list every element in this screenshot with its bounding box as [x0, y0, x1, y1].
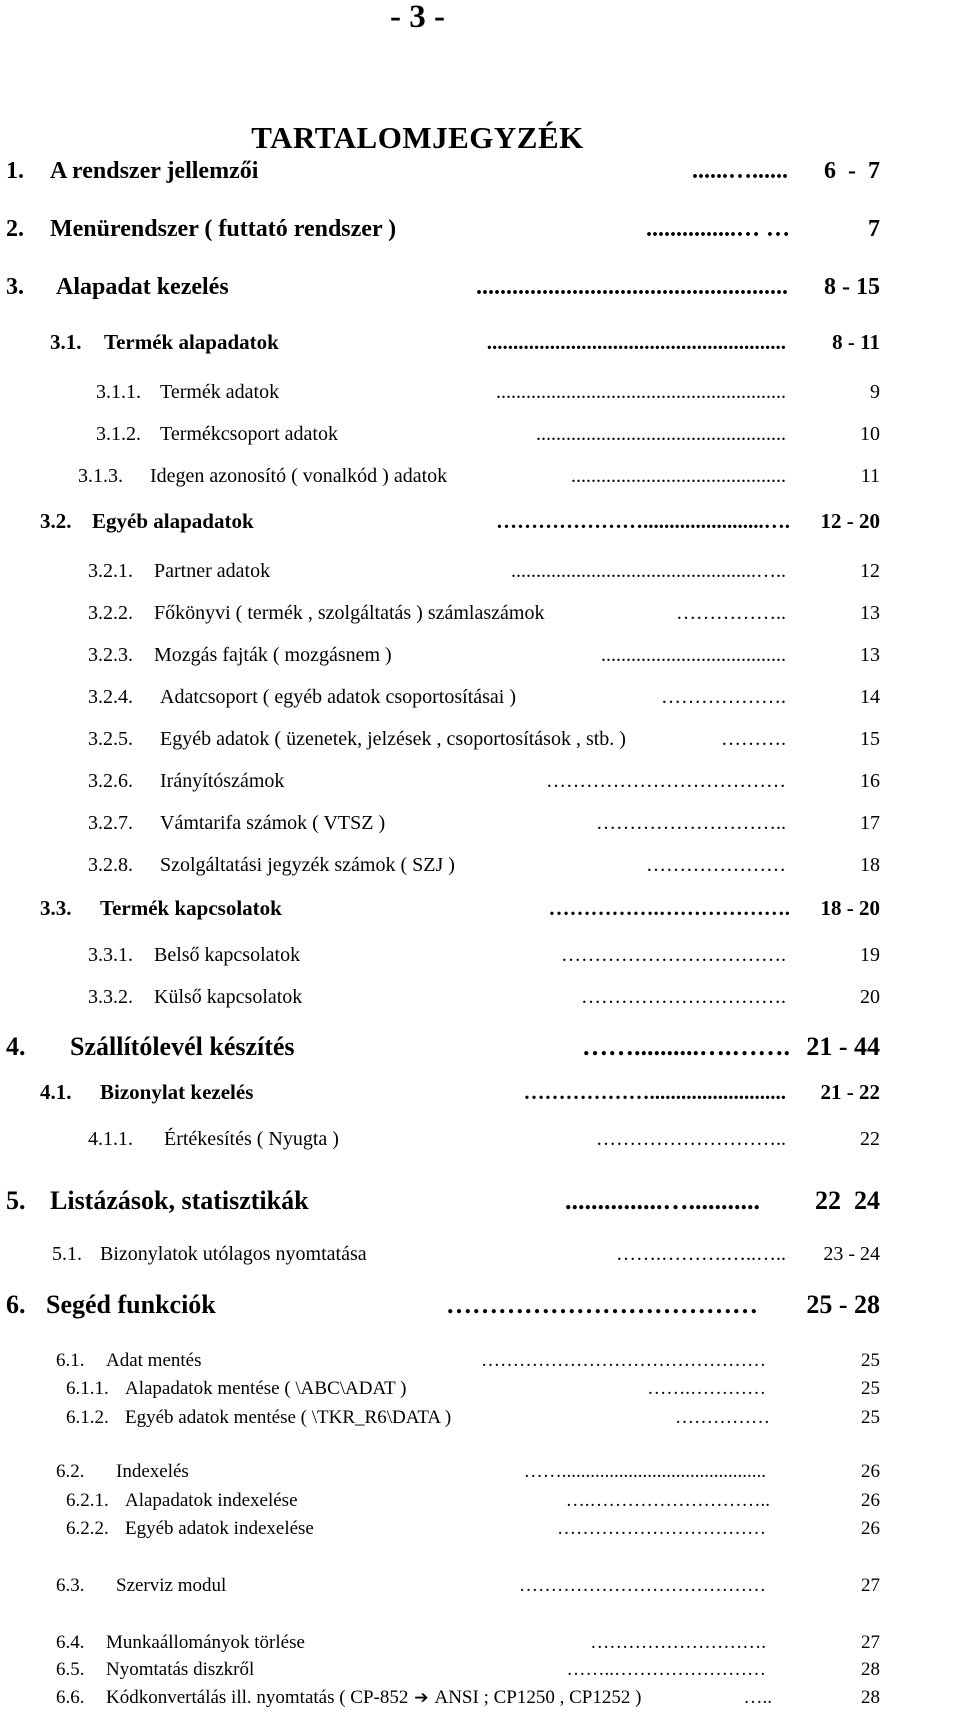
- toc-entry-title: Egyéb adatok mentése ( \TKR_R6\DATA ): [125, 1407, 452, 1428]
- toc-entry-number: 3.3.1.: [88, 944, 133, 966]
- toc-entry: [0, 1378, 960, 1408]
- toc-entry-number: 3.3.: [40, 896, 72, 920]
- toc-entry-leader: ……………………….: [590, 1632, 766, 1653]
- toc-entry: [0, 1687, 960, 1717]
- toc-entry-title: Segéd funkciók: [46, 1290, 216, 1319]
- toc-entry-title-part: ANSI ; CP1250 , CP1252 ): [434, 1687, 642, 1708]
- toc-entry-number: 3.2.2.: [88, 602, 133, 624]
- toc-entry-leader: …………………………….: [561, 944, 786, 966]
- toc-entry: [0, 423, 960, 453]
- toc-entry-leader: …….……….…..…..: [616, 1243, 786, 1265]
- toc-entry-leader: ……………..: [676, 602, 786, 624]
- toc-entry-leader: ……..........….…….: [582, 1032, 790, 1061]
- toc-entry-number: 6.2.2.: [66, 1518, 109, 1539]
- toc-entry-number: 6.3.: [56, 1575, 85, 1596]
- toc-entry-number: 3.1.: [50, 330, 82, 354]
- toc-entry-leader: ………………..........................: [523, 1080, 786, 1104]
- toc-entry-pages: 8 - 15: [824, 274, 880, 300]
- toc-entry-number: 4.1.: [40, 1080, 72, 1104]
- page-number: - 3 -: [390, 0, 445, 35]
- toc-entry-title: Nyomtatás diszkről: [106, 1659, 255, 1680]
- toc-entry-pages: 6 - 7: [824, 158, 880, 184]
- toc-entry-leader: ………………………..: [596, 1128, 786, 1150]
- toc-entry: [0, 728, 960, 758]
- toc-entry-number: 3.2.3.: [88, 644, 133, 666]
- toc-entry-pages: 18 - 20: [820, 896, 880, 920]
- toc-entry-leader: ......…......: [692, 158, 788, 184]
- toc-entry-pages: 12 - 20: [820, 509, 880, 533]
- toc-entry-title: Főkönyvi ( termék , szolgáltatás ) számlaszámok: [154, 602, 545, 624]
- toc-entry-number: 6.6.: [56, 1687, 85, 1708]
- toc-entry-leader: ……...........................................: [523, 1461, 766, 1482]
- toc-entry: [0, 216, 960, 246]
- toc-entry-number: 6.1.2.: [66, 1407, 109, 1428]
- toc-entry-leader: ……..……………………: [566, 1659, 766, 1680]
- toc-entry: [0, 1186, 960, 1216]
- toc-entry-number: 3.1.3.: [78, 465, 123, 487]
- toc-entry-pages: 14: [860, 686, 880, 708]
- toc-entry-leader: ……………………………: [557, 1518, 766, 1539]
- toc-entry: [0, 465, 960, 495]
- toc-entry-leader: ……….: [721, 728, 786, 750]
- toc-entry: [0, 944, 960, 974]
- toc-entry-number: 4.: [6, 1032, 26, 1061]
- toc-entry-number: 3.: [6, 274, 24, 300]
- toc-entry: [0, 1350, 960, 1380]
- toc-entry-title: Vámtarifa számok ( VTSZ ): [160, 812, 386, 834]
- toc-entry-pages: 28: [861, 1687, 880, 1708]
- toc-entry-pages: 22: [860, 1128, 880, 1150]
- toc-entry-pages: 12: [860, 560, 880, 582]
- toc-entry-pages: 25: [861, 1378, 880, 1399]
- toc-entry-pages: 7: [868, 216, 880, 242]
- toc-entry: [0, 896, 960, 926]
- toc-entry-leader: ..................................................: [536, 423, 786, 445]
- toc-entry-title: [106, 1687, 641, 1709]
- toc-entry-number: 6.1.: [56, 1350, 85, 1371]
- toc-entry-title: Szállítólevél készítés: [70, 1032, 295, 1061]
- toc-entry-title: Indexelés: [116, 1461, 189, 1482]
- toc-entry-title: Alapadatok indexelése: [125, 1490, 298, 1511]
- toc-entry-title: Termék alapadatok: [104, 330, 279, 354]
- toc-entry-pages: 21 - 44: [806, 1032, 880, 1061]
- toc-entry-pages: 25: [861, 1407, 880, 1428]
- toc-entry-pages: 9: [870, 381, 880, 403]
- toc-entry-title: Szolgáltatási jegyzék számok ( SZJ ): [160, 854, 455, 876]
- toc-entry-title: A rendszer jellemzői: [50, 158, 259, 184]
- toc-entry-pages: 27: [861, 1632, 880, 1653]
- toc-entry-leader: …..: [743, 1687, 772, 1708]
- toc-entry-leader: .....................................: [601, 644, 786, 666]
- toc-entry-number: 3.2.6.: [88, 770, 133, 792]
- toc-entry: [0, 1490, 960, 1520]
- toc-entry-title: Termék kapcsolatok: [100, 896, 282, 920]
- toc-entry-pages: 13: [860, 644, 880, 666]
- toc-entry: [0, 1128, 960, 1158]
- toc-entry-number: 6.: [6, 1290, 26, 1319]
- toc-entry-leader: ………………………………: [546, 770, 786, 792]
- toc-entry-title: Alapadatok mentése ( \ABC\ADAT ): [125, 1378, 407, 1399]
- toc-entry: [0, 1032, 960, 1062]
- toc-entry-number: 6.1.1.: [66, 1378, 109, 1399]
- toc-entry: [0, 602, 960, 632]
- toc-entry-pages: 16: [860, 770, 880, 792]
- toc-entry-title: Külső kapcsolatok: [154, 986, 303, 1008]
- toc-entry-title: Termék adatok: [160, 381, 280, 403]
- toc-entry-pages: 8 - 11: [832, 330, 880, 354]
- toc-entry-title: Belső kapcsolatok: [154, 944, 301, 966]
- toc-entry-pages: 25: [861, 1350, 880, 1371]
- toc-entry: [0, 1461, 960, 1491]
- toc-entry: [0, 1407, 960, 1437]
- toc-entry-title: Szerviz modul: [116, 1575, 227, 1596]
- toc-entry-number: 1.: [6, 158, 24, 184]
- toc-entry-pages: 11: [860, 465, 880, 487]
- toc-entry: [0, 1290, 960, 1320]
- toc-entry: [0, 770, 960, 800]
- toc-entry-leader: …….…………: [647, 1378, 766, 1399]
- toc-entry-number: 2.: [6, 216, 24, 242]
- toc-entry-title-part: Kódkonvertálás ill. nyomtatás ( CP-852: [106, 1687, 409, 1708]
- toc-entry-leader: ……………….: [661, 686, 786, 708]
- toc-entry-pages: 26: [861, 1490, 880, 1511]
- toc-entry-leader: ………………….......................….: [496, 509, 790, 533]
- toc-entry-title: Egyéb alapadatok: [92, 509, 254, 533]
- toc-entry: [0, 509, 960, 539]
- toc-entry-number: 3.2.7.: [88, 812, 133, 834]
- toc-entry-leader: .................................................…..: [511, 560, 786, 582]
- toc-entry-number: 6.2.: [56, 1461, 85, 1482]
- toc-entry-title: Menürendszer ( futtató rendszer ): [50, 216, 397, 242]
- toc-entry-number: 3.1.1.: [96, 381, 141, 403]
- toc-entry-title: Értékesítés ( Nyugta ): [164, 1128, 339, 1150]
- toc-entry: [0, 686, 960, 716]
- toc-entry: [0, 1632, 960, 1662]
- toc-entry-pages: 21 - 22: [820, 1080, 880, 1104]
- toc-entry: [0, 1575, 960, 1605]
- toc-entry-number: 3.2.1.: [88, 560, 133, 582]
- toc-entry-pages: 18: [860, 854, 880, 876]
- toc-entry: [0, 381, 960, 411]
- toc-entry-number: 4.1.1.: [88, 1128, 133, 1150]
- toc-entry-leader: ………………………….: [581, 986, 786, 1008]
- right-arrow-icon: ➔: [408, 1688, 435, 1708]
- toc-entry-title: Irányítószámok: [160, 770, 285, 792]
- toc-entry-number: 5.1.: [52, 1243, 82, 1265]
- toc-entry-number: 3.2.: [40, 509, 72, 533]
- toc-entry-pages: 10: [860, 423, 880, 445]
- toc-entry-pages: 15: [860, 728, 880, 750]
- toc-entry-leader: …………………………………: [519, 1575, 766, 1596]
- toc-entry-leader: ….………………………..: [565, 1490, 770, 1511]
- toc-entry-leader: …………….……………….: [548, 896, 790, 920]
- toc-entry-number: 6.2.1.: [66, 1490, 109, 1511]
- toc-entry-pages: 27: [861, 1575, 880, 1596]
- toc-entry-pages: 25 - 28: [806, 1290, 880, 1319]
- toc-entry-title: Idegen azonosító ( vonalkód ) adatok: [150, 465, 448, 487]
- toc-entry-leader: ………………………..: [596, 812, 786, 834]
- toc-entry-leader: .........................................................: [486, 330, 786, 354]
- toc-entry: [0, 560, 960, 590]
- toc-entry-number: 6.5.: [56, 1659, 85, 1680]
- toc-entry: [0, 1659, 960, 1689]
- toc-entry: [0, 1518, 960, 1548]
- toc-entry: [0, 986, 960, 1016]
- toc-entry-number: 3.2.8.: [88, 854, 133, 876]
- toc-entry-title: Bizonylatok utólagos nyomtatása: [100, 1243, 367, 1265]
- toc-entry-leader: ………………………………………: [481, 1350, 766, 1371]
- toc-entry: [0, 1080, 960, 1110]
- toc-entry-pages: 26: [861, 1461, 880, 1482]
- toc-entry: [0, 274, 960, 304]
- toc-entry: [0, 158, 960, 188]
- toc-entry-leader: ....................................................: [476, 274, 788, 300]
- toc-entry-title: Adatcsoport ( egyéb adatok csoportosításai ): [160, 686, 517, 708]
- toc-entry-leader: ...............… …: [646, 216, 790, 242]
- toc-entry-leader: …………………: [646, 854, 786, 876]
- toc-entry-pages: 23 - 24: [823, 1243, 880, 1265]
- toc-entry-title: Partner adatok: [154, 560, 271, 582]
- toc-entry-title: Bizonylat kezelés: [100, 1080, 254, 1104]
- toc-entry-title: Egyéb adatok ( üzenetek, jelzések , csoportosítások , stb. ): [160, 728, 626, 750]
- toc-entry-leader: ...........................................: [571, 465, 786, 487]
- toc-entry-number: 5.: [6, 1186, 26, 1215]
- toc-entry: [0, 854, 960, 884]
- toc-entry-title: Listázások, statisztikák: [50, 1186, 309, 1215]
- toc-entry-number: 3.1.2.: [96, 423, 141, 445]
- toc-entry-pages: 22 24: [815, 1186, 880, 1215]
- toc-entry-leader: ……………: [675, 1407, 770, 1428]
- toc-entry: [0, 644, 960, 674]
- toc-entry-number: 3.2.4.: [88, 686, 133, 708]
- toc-entry-pages: 13: [860, 602, 880, 624]
- toc-entry-leader: ..........................................................: [496, 381, 786, 403]
- toc-entry-number: 3.3.2.: [88, 986, 133, 1008]
- toc-entry-pages: 26: [861, 1518, 880, 1539]
- toc-entry-pages: 20: [860, 986, 880, 1008]
- toc-entry-pages: 17: [860, 812, 880, 834]
- toc-title: TARTALOMJEGYZÉK: [251, 120, 584, 155]
- toc-entry: [0, 812, 960, 842]
- toc-entry-title: Alapadat kezelés: [56, 274, 229, 300]
- toc-entry-title: Egyéb adatok indexelése: [125, 1518, 314, 1539]
- toc-entry-number: 6.4.: [56, 1632, 85, 1653]
- toc-entry-title: Munkaállományok törlése: [106, 1632, 305, 1653]
- toc-entry-leader: ...............…...........: [565, 1186, 760, 1215]
- toc-entry-title: Mozgás fajták ( mozgásnem ): [154, 644, 392, 666]
- toc-entry-title: Termékcsoport adatok: [160, 423, 338, 445]
- toc-entry-leader: ………………………………: [446, 1290, 758, 1319]
- toc-entry-pages: 28: [861, 1659, 880, 1680]
- toc-entry: [0, 330, 960, 360]
- toc-entry-pages: 19: [860, 944, 880, 966]
- toc-entry: [0, 1243, 960, 1273]
- toc-entry-number: 3.2.5.: [88, 728, 133, 750]
- toc-entry-title: Adat mentés: [106, 1350, 202, 1371]
